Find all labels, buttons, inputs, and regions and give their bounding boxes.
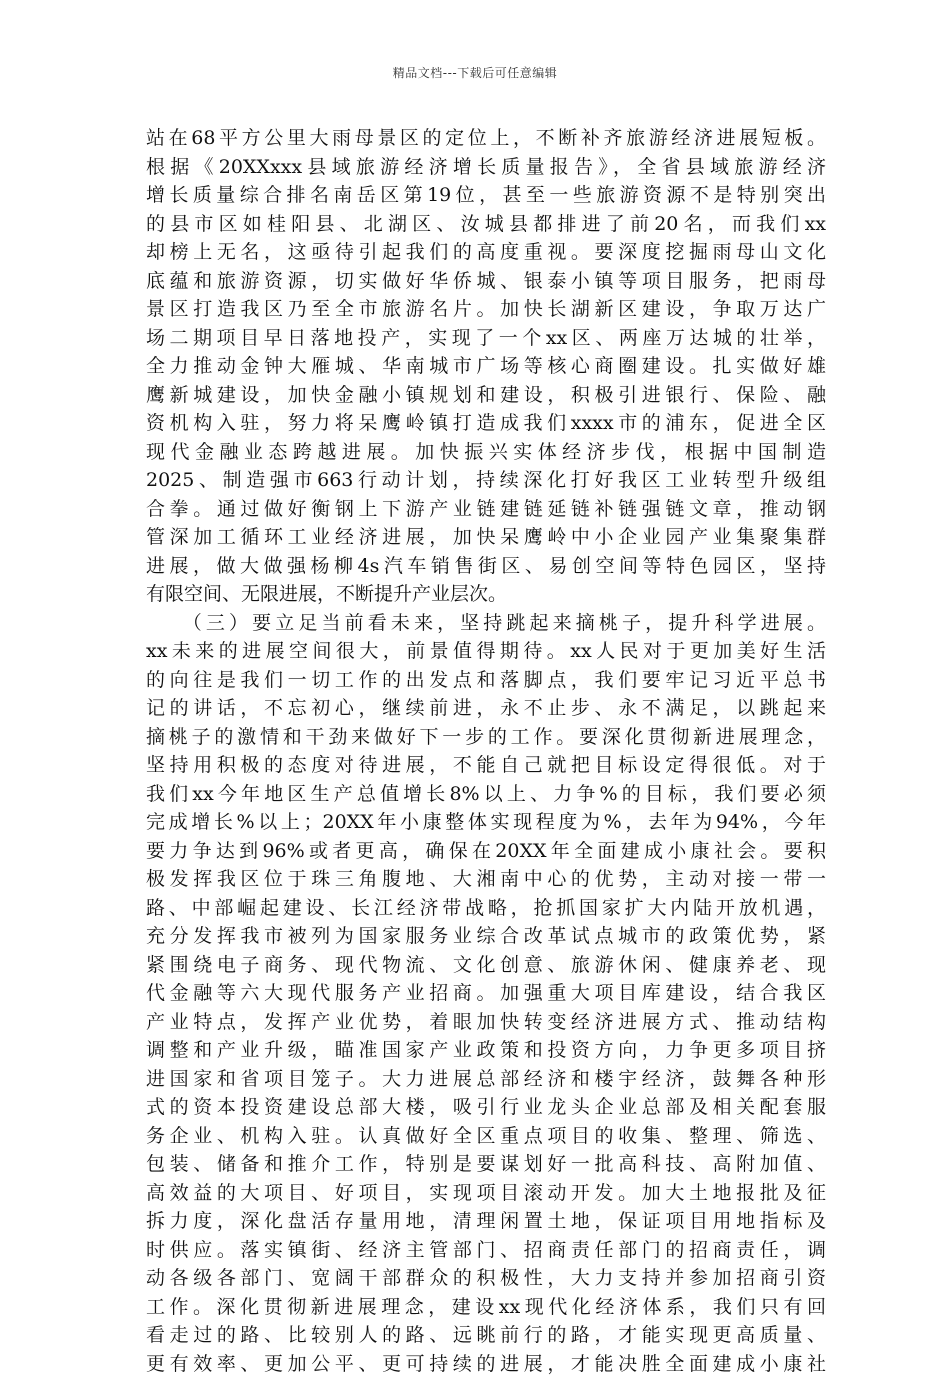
text-line: 根据《20XXxxx县域旅游经济增长质量报告》，全省县域旅游经济: [146, 153, 826, 182]
document-body: [146, 124, 826, 1378]
text-line: 我们xx今年地区生产总值增长8%以上、力争%的目标，我们要必须: [146, 780, 826, 809]
page-header: 精品文档---下载后可任意编辑: [0, 64, 950, 81]
text-line: 管深加工循环工业经济进展，加快呆鹰岭中小企业园产业集聚集群: [146, 523, 826, 552]
text-line: 调整和产业升级，瞄准国家产业政策和投资方向，力争更多项目挤: [146, 1036, 826, 1065]
text-line: 增长质量综合排名南岳区第19位，甚至一些旅游资源不是特别突出: [146, 181, 826, 210]
text-line: 合拳。通过做好衡钢上下游产业链建链延链补链强链文章，推动钢: [146, 495, 826, 524]
text-line: 紧围绕电子商务、现代物流、文化创意、旅游休闲、健康养老、现: [146, 951, 826, 980]
text-line: 高效益的大项目、好项目，实现项目滚动开发。加大土地报批及征: [146, 1179, 826, 1208]
text-line: 全力推动金钟大雁城、华南城市广场等核心商圈建设。扎实做好雄: [146, 352, 826, 381]
text-line: 进国家和省项目笼子。大力进展总部经济和楼宇经济，鼓舞各种形: [146, 1065, 826, 1094]
text-line: 现代金融业态跨越进展。加快振兴实体经济步伐，根据中国制造: [146, 438, 826, 467]
text-line: 记的讲话，不忘初心，继续前进，永不止步、永不满足，以跳起来: [146, 694, 826, 723]
text-line: 进展，做大做强杨柳4s汽车销售街区、易创空间等特色园区，坚持: [146, 552, 826, 581]
text-line: 充分发挥我市被列为国家服务业综合改革试点城市的政策优势，紧: [146, 922, 826, 951]
text-line: 看走过的路、比较别人的路、远眺前行的路，才能实现更高质量、: [146, 1321, 826, 1350]
text-line: 有限空间、无限进展，不断提升产业层次。: [146, 580, 826, 609]
text-line: 路、中部崛起建设、长江经济带战略，抢抓国家扩大内陆开放机遇，: [146, 894, 826, 923]
text-line: 工作。深化贯彻新进展理念，建设xx现代化经济体系，我们只有回: [146, 1293, 826, 1322]
text-line: 动各级各部门、宽阔干部群众的积极性，大力支持并参加招商引资: [146, 1264, 826, 1293]
text-line: 务企业、机构入驻。认真做好全区重点项目的收集、整理、筛选、: [146, 1122, 826, 1151]
text-line: 要力争达到96%或者更高，确保在20XX年全面建成小康社会。要积: [146, 837, 826, 866]
text-line: 2025、制造强市663行动计划，持续深化打好我区工业转型升级组: [146, 466, 826, 495]
text-line: 的县市区如桂阳县、北湖区、汝城县都排进了前20名，而我们xx: [146, 210, 826, 239]
text-line: （三）要立足当前看未来，坚持跳起来摘桃子，提升科学进展。: [146, 609, 826, 638]
text-line: xx未来的进展空间很大，前景值得期待。xx人民对于更加美好生活: [146, 637, 826, 666]
text-line: 的向往是我们一切工作的出发点和落脚点，我们要牢记习近平总书: [146, 666, 826, 695]
text-line: 坚持用积极的态度对待进展，不能自己就把目标设定得很低。对于: [146, 751, 826, 780]
text-line: 极发挥我区位于珠三角腹地、大湘南中心的优势，主动对接一带一: [146, 865, 826, 894]
text-line: 包装、储备和推介工作，特别是要谋划好一批高科技、高附加值、: [146, 1150, 826, 1179]
text-line: 拆力度，深化盘活存量用地，清理闲置土地，保证项目用地指标及: [146, 1207, 826, 1236]
text-line: 站在68平方公里大雨母景区的定位上，不断补齐旅游经济进展短板。: [146, 124, 826, 153]
text-line: 资机构入驻，努力将呆鹰岭镇打造成我们xxxx市的浦东，促进全区: [146, 409, 826, 438]
text-line: 景区打造我区乃至全市旅游名片。加快长湖新区建设，争取万达广: [146, 295, 826, 324]
text-line: 时供应。落实镇街、经济主管部门、招商责任部门的招商责任，调: [146, 1236, 826, 1265]
text-line: 底蕴和旅游资源，切实做好华侨城、银泰小镇等项目服务，把雨母: [146, 267, 826, 296]
text-line: 代金融等六大现代服务产业招商。加强重大项目库建设，结合我区: [146, 979, 826, 1008]
text-line: 却榜上无名，这亟待引起我们的高度重视。要深度挖掘雨母山文化: [146, 238, 826, 267]
text-line: 式的资本投资建设总部大楼，吸引行业龙头企业总部及相关配套服: [146, 1093, 826, 1122]
text-line: 摘桃子的激情和干劲来做好下一步的工作。要深化贯彻新进展理念，: [146, 723, 826, 752]
text-line: 场二期项目早日落地投产，实现了一个xx区、两座万达城的壮举，: [146, 324, 826, 353]
text-line: 鹰新城建设，加快金融小镇规划和建设，积极引进银行、保险、融: [146, 381, 826, 410]
text-line: 完成增长%以上；20XX年小康整体实现程度为%，去年为94%，今年: [146, 808, 826, 837]
text-line: 更有效率、更加公平、更可持续的进展，才能决胜全面建成小康社: [146, 1350, 826, 1378]
text-line: 产业特点，发挥产业优势，着眼加快转变经济进展方式、推动结构: [146, 1008, 826, 1037]
